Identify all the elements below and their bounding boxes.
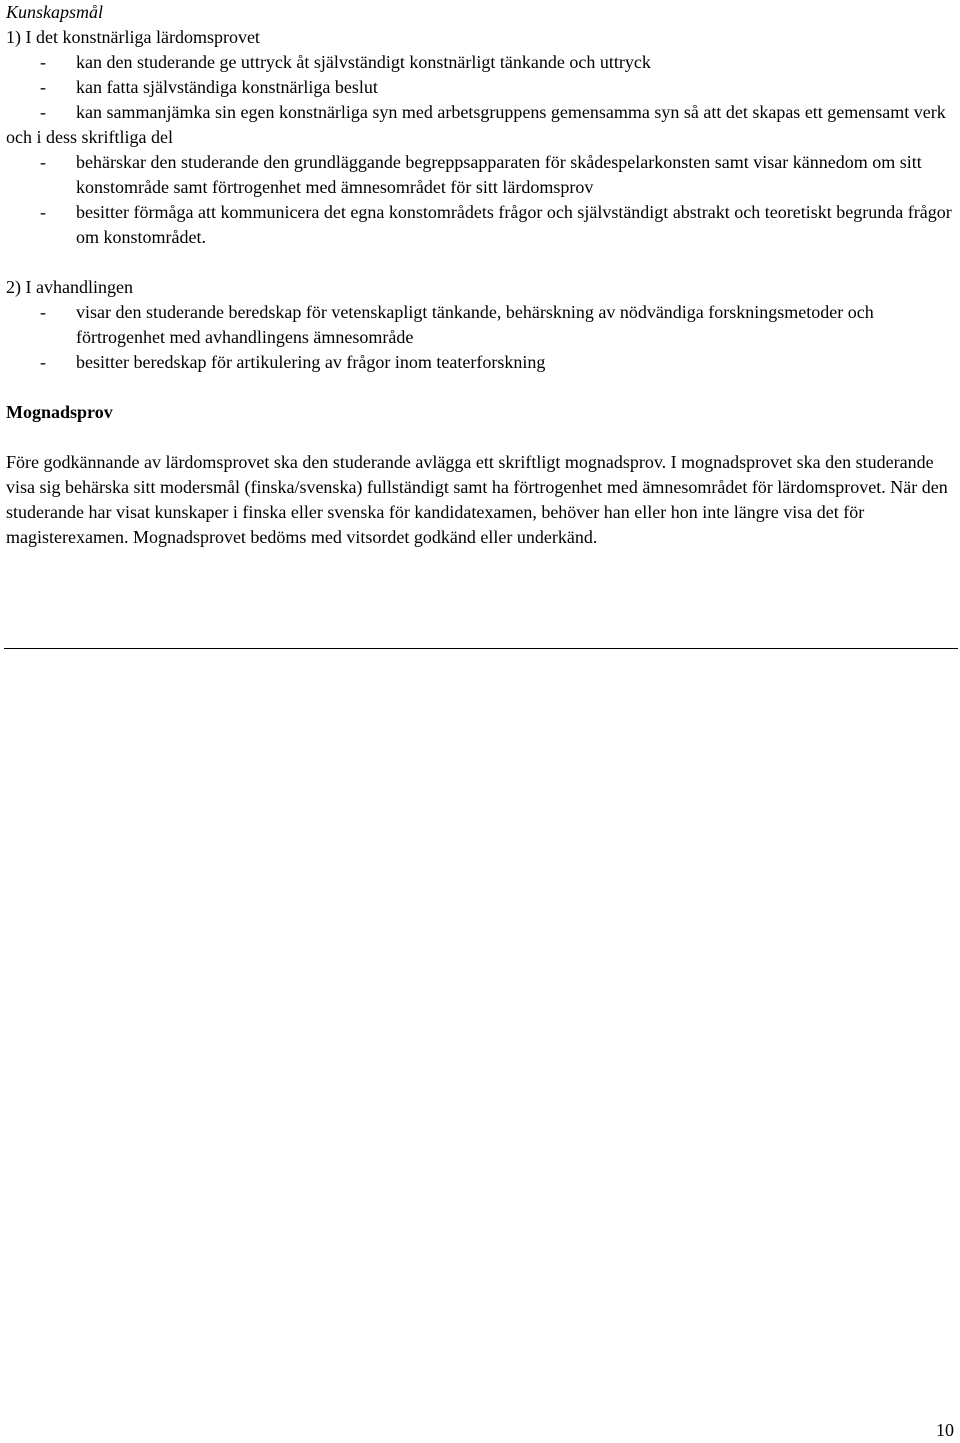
dash-marker: - [40,152,46,172]
spacer [6,425,954,450]
page-number: 10 [936,1420,954,1440]
written-part-title: och i dess skriftliga del [6,127,173,147]
horizontal-rule [4,648,958,649]
list-item-text: kan den studerande ge uttryck åt självständigt konstnärligt tänkande och uttryck [76,52,651,72]
list-item-text: kan sammanjämka sin egen konstnärliga syn med arbetsgruppens gemensamma syn så att det skapas ett gemensamt verk [76,102,946,122]
section1-title: 1) I det konstnärliga lärdomsprovet [6,27,260,47]
list-item-text: visar den studerande beredskap för vetenskapligt tänkande, behärskning av nödvändiga forskningsmetoder och förtrogenhet med avhandlingens ämnesområde [76,302,874,347]
list-item-text: kan fatta självständiga konstnärliga beslut [76,77,378,97]
dash-marker: - [40,202,46,222]
list-item [6,350,954,375]
dash-marker: - [40,302,46,322]
spacer [6,250,954,275]
dash-marker: - [40,352,46,372]
mognadsprov-paragraph: Före godkännande av lärdomsprovet ska den studerande avlägga ett skriftligt mognadsprov. I mognadsprovet ska den studerande visa sig behärska sitt modersmål (finska/svenska) fullständigt samt ha förtrogenhet med ämnesområdet för lärdomsprovet. När den studerande har visat kunskaper i finska eller svenska för kandidatexamen, behöver han eller hon inte längre visa det för magisterexamen. Mognadsprovet bedöms med vitsordet godkänd eller underkänd. [6,452,948,547]
list-item [6,300,954,350]
dash-marker: - [40,52,46,72]
section1-list [6,50,954,125]
list-item-text: behärskar den studerande den grundläggande begreppsapparaten för skådespelarkonsten samt visar kännedom om sitt konstområde samt förtrogenhet med ämnesområdet för sitt lärdomsprov [76,152,922,197]
list-item [6,100,954,125]
list-item-text: besitter förmåga att kommunicera det egna konstområdets frågor och självständigt abstrakt och teoretiskt begrunda frågor om konstområdet. [76,202,952,247]
list-item [6,50,954,75]
written-part-list [6,150,954,250]
section2-list [6,300,954,375]
spacer [6,375,954,400]
list-item [6,150,954,200]
list-item [6,200,954,250]
section2-title: 2) I avhandlingen [6,277,133,297]
document-page [6,0,954,550]
dash-marker: - [40,77,46,97]
kunskapsmal-heading: Kunskapsmål [6,2,104,22]
list-item-text: besitter beredskap för artikulering av frågor inom teaterforskning [76,352,546,372]
dash-marker: - [40,102,46,122]
list-item [6,75,954,100]
mognadsprov-heading: Mognadsprov [6,402,113,422]
